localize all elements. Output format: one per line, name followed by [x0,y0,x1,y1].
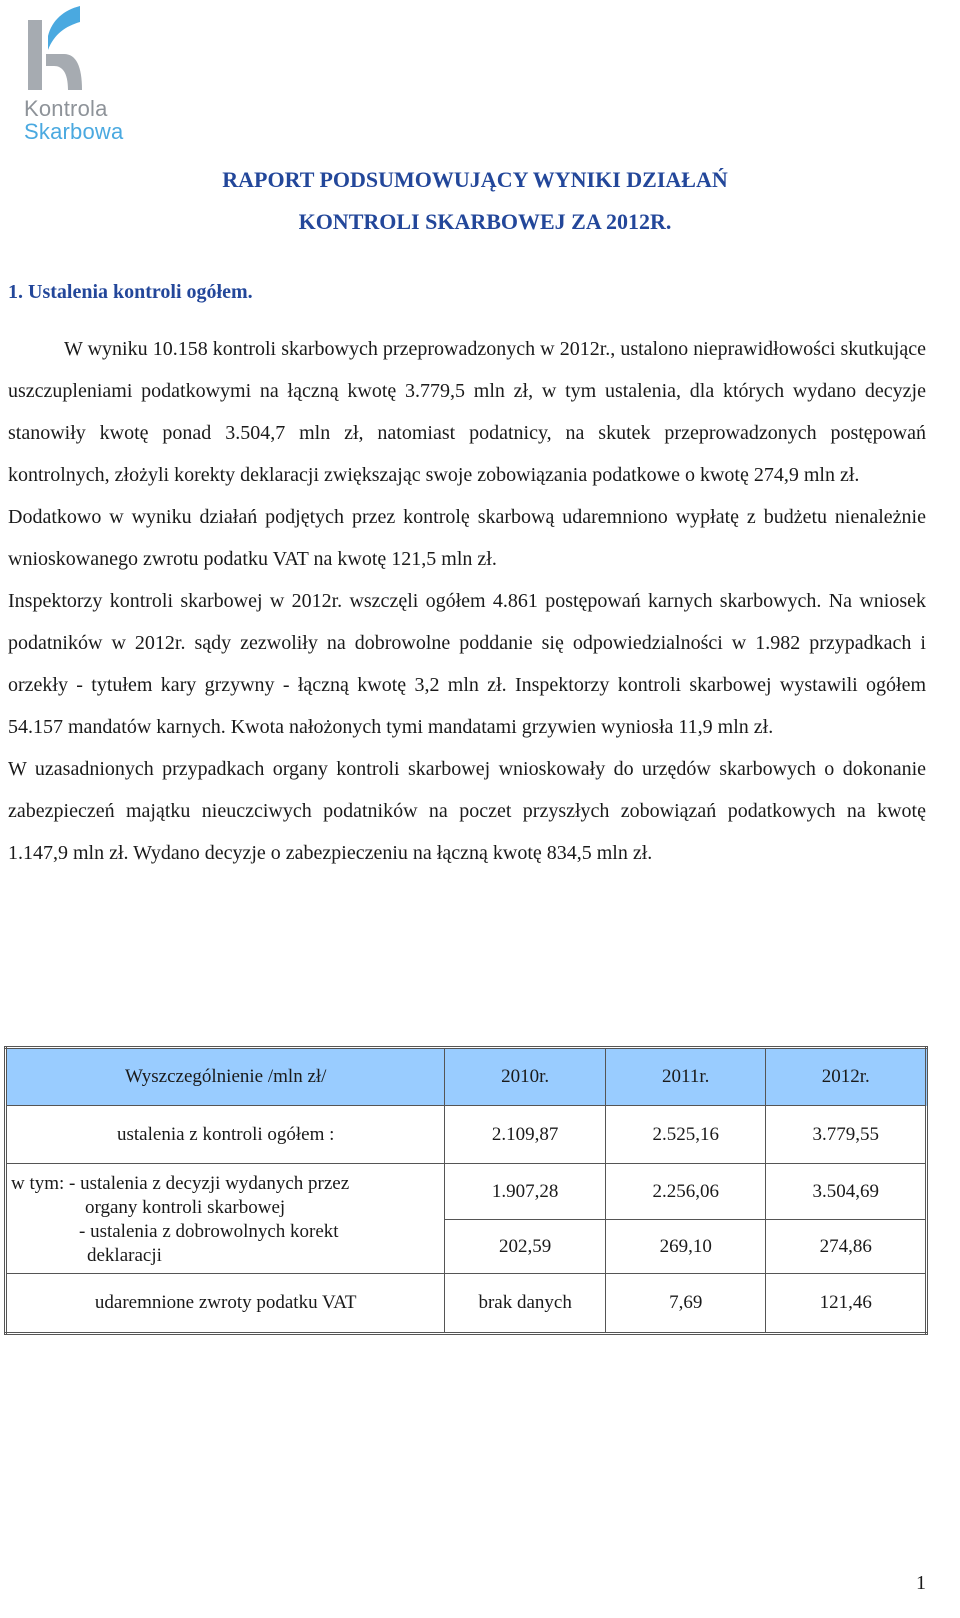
table-cell: 2.256,06 [605,1164,766,1220]
table-header-row [6,1048,927,1106]
table-row-label: udaremnione zwroty podatku VAT [6,1274,445,1334]
label-line: organy kontroli skarbowej [85,1196,286,1218]
table-header-cell: 2012r. [766,1048,927,1106]
section-heading: 1. Ustalenia kontroli ogółem. [8,281,253,303]
table-cell: 202,59 [445,1220,606,1274]
logo-text-kontrola: Kontrola [24,96,108,121]
table-cell: 269,10 [605,1220,766,1274]
report-title-line1: RAPORT PODSUMOWUJĄCY WYNIKI DZIAŁAŃ [222,167,728,192]
summary-table [4,1046,928,1335]
table-row-label [6,1164,445,1220]
paragraph-securities: W uzasadnionych przypadkach organy kontroli skarbowej wnioskowały do urzędów skarbowych o dokonanie zabezpieczeń majątku nieuczciwych podatników na poczet przyszłych zobowiązań podatkowych na kwotę 1.147,9 mln zł. Wydano decyzje o zabezpieczeniu na łączną kwotę 834,5 mln zł. [8,758,926,864]
table-row-label [6,1220,445,1274]
paragraph-vat: Dodatkowo w wyniku działań podjętych przez kontrolę skarbową udaremniono wypłatę z budżetu nienależnie wnioskowanego zwrotu podatku VAT na kwotę 121,5 mln zł. [8,506,926,570]
table-row [6,1106,927,1164]
table-cell: 2.525,16 [605,1106,766,1164]
table-cell: 3.779,55 [766,1106,927,1164]
report-body [8,328,926,874]
table-cell: 274,86 [766,1220,927,1274]
table-row-label: ustalenia z kontroli ogółem : [6,1106,445,1164]
table-header-cell: 2011r. [605,1048,766,1106]
logo-text-skarbowa: Skarbowa [24,119,124,144]
table-cell: 3.504,69 [766,1164,927,1220]
table-cell: brak danych [445,1274,606,1334]
paragraph-penal: Inspektorzy kontroli skarbowej w 2012r. wszczęli ogółem 4.861 postępowań karnych skarbowych. Na wniosek podatników w 2012r. sądy zezwoliły na dobrowolne poddanie się odpowiedzialności w 1.982 przypadkach i orzekły - tytułem kary grzywny - łączną kwotę 3,2 mln zł. Inspektorzy kontroli skarbowej wystawili ogółem 54.157 mandatów karnych. Kwota nałożonych tymi mandatami grzywien wyniosła 11,9 mln zł. [8,590,926,738]
logo-mark-icon [24,6,84,96]
kontrola-skarbowa-logo [24,6,154,146]
table-row [6,1274,927,1334]
table-row [6,1220,927,1274]
table-cell: 7,69 [605,1274,766,1334]
table-row [6,1164,927,1220]
label-line: w tym: - ustalenia z decyzji wydanych przez [11,1172,350,1194]
page-number: 1 [916,1572,926,1594]
table-header-cell: 2010r. [445,1048,606,1106]
report-title-line2: KONTROLI SKARBOWEJ ZA 2012R. [298,209,672,234]
label-line: - ustalenia z dobrowolnych korekt [79,1220,339,1242]
label-line: deklaracji [87,1244,162,1266]
table-header-cell: Wyszczególnienie /mln zł/ [6,1048,445,1106]
table-cell: 121,46 [766,1274,927,1334]
table-cell: 1.907,28 [445,1164,606,1220]
paragraph-findings: W wyniku 10.158 kontroli skarbowych przeprowadzonych w 2012r., ustalono nieprawidłowości skutkujące uszczupleniami podatkowymi na łączną kwotę 3.779,5 mln zł, w tym ustalenia, dla których wydano decyzje stanowiły kwotę ponad 3.504,7 mln zł, natomiast podatnicy, na skutek przeprowadzonych postępowań kontrolnych, złożyli korekty deklaracji zwiększając swoje zobowiązania podatkowe o kwotę 274,9 mln zł. [8,338,926,486]
table-cell: 2.109,87 [445,1106,606,1164]
